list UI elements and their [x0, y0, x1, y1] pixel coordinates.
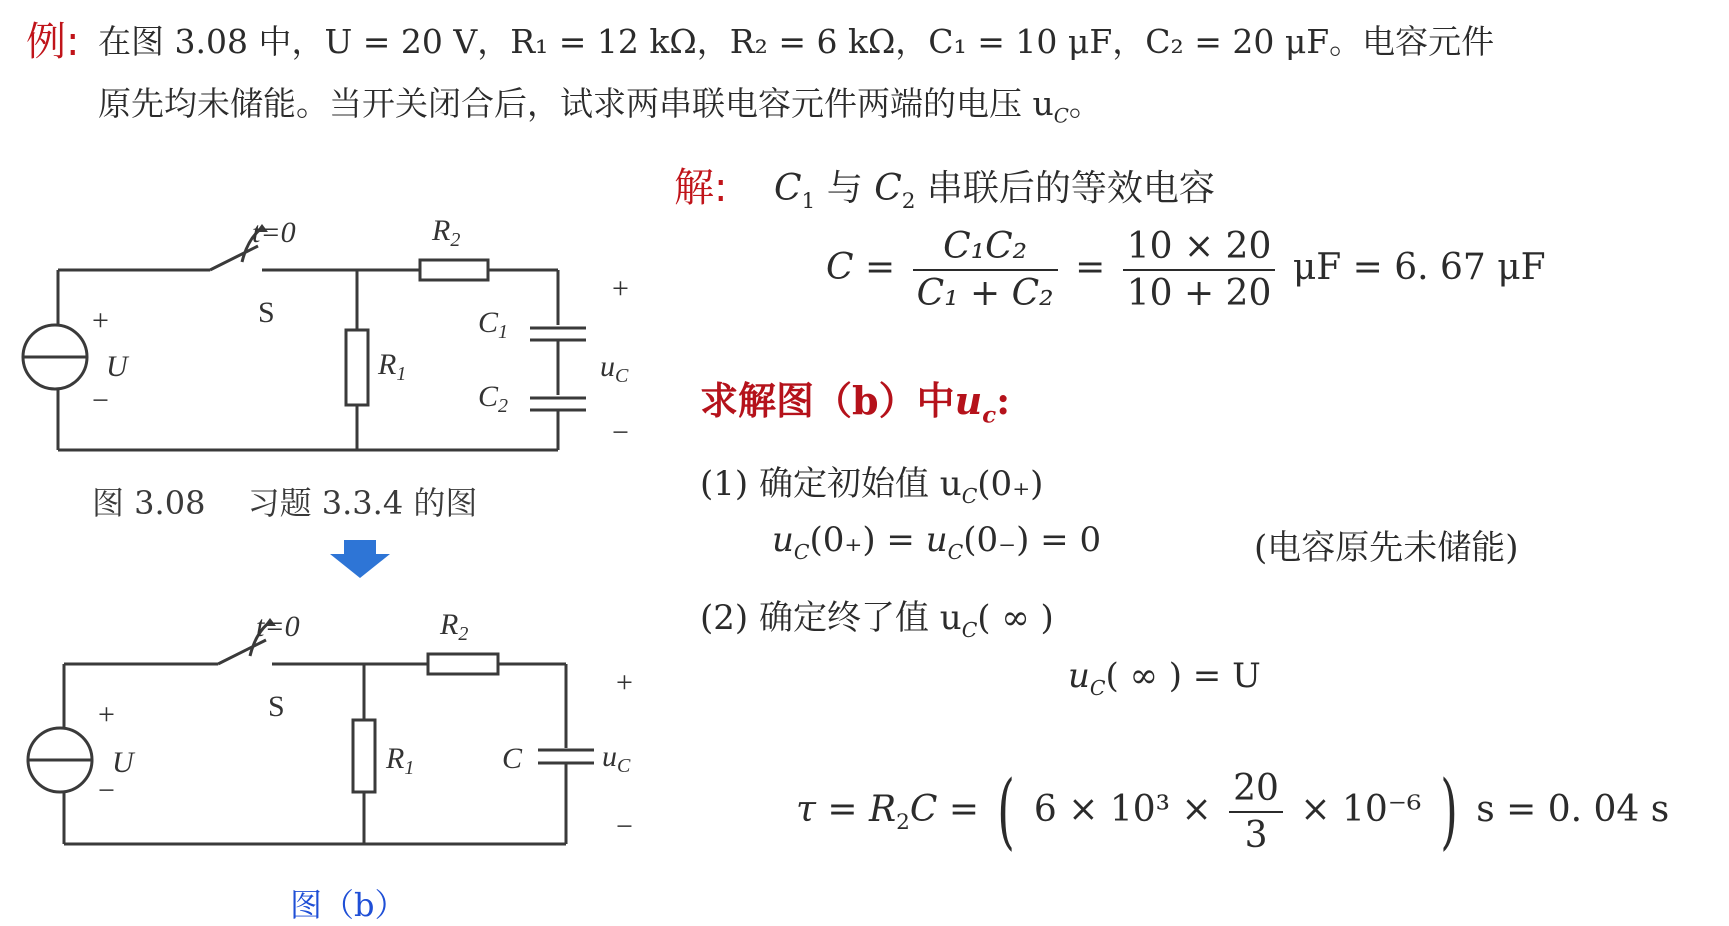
r2-label: $R_2$ [432, 214, 461, 251]
solution-label: 解: [674, 165, 728, 211]
t0-label-b: t=0 [256, 610, 300, 643]
r2-label-b: $R_2$ [440, 608, 469, 645]
c2-label: $C_2$ [478, 380, 509, 417]
step1-note: (电容原先未储能) [1254, 528, 1519, 568]
figure-bottom-caption: 图（b） [290, 886, 407, 924]
problem-line-1: 在图 3.08 中，U = 20 V，R₁ = 12 kΩ，R₂ = 6 kΩ，C₁ = 10 μF，C₂ = 20 μF。电容元件 [98, 22, 1495, 61]
uc-minus: − [612, 416, 629, 449]
r1-label-b: $R_1$ [386, 742, 415, 779]
problem-line-2: 原先均未储能。当开关闭合后，试求两串联电容元件两端的电压 $u_C$。 [98, 84, 1102, 128]
uc-label: $u_C$ [600, 350, 629, 387]
figure-top-caption: 图 3.08 习题 3.3.4 的图 [92, 484, 478, 522]
source-minus-b: − [98, 774, 115, 807]
down-arrow-icon [328, 540, 392, 580]
r1-label: $R_1$ [378, 348, 407, 385]
source-plus-b: + [98, 698, 115, 731]
source-minus: − [92, 384, 109, 417]
c-label-b: C [502, 742, 523, 775]
step2-equation: $u_C$( ∞ ) = U [1068, 656, 1261, 700]
equivalent-capacitance-equation: C = $\frac{\text{C₁C₂}}{\text{C₁ + C₂}}$ = $\frac{10 \times 20}{10 + 20}$ μF = 6. 67 μF [826, 226, 1546, 314]
switch-label-b: S [268, 690, 285, 723]
uc-plus: + [612, 272, 629, 305]
uc-plus-b: + [616, 666, 633, 699]
step1-title: (1) 确定初始值 $u_C(0_+)$ [700, 464, 1044, 508]
t0-label: t=0 [252, 216, 296, 249]
solve-heading: 求解图（b）中$u_c$: [700, 378, 1011, 429]
source-plus: + [92, 304, 109, 337]
step2-title: (2) 确定终了值 $u_C$( ∞ ) [700, 598, 1054, 642]
switch-label: S [258, 296, 275, 329]
c1-label: $C_1$ [478, 306, 509, 343]
uc-minus-b: − [616, 810, 633, 843]
step1-equation: $u_C(0_+) = u_C(0_-) = 0$ [772, 520, 1102, 564]
uc-label-b: $u_C$ [602, 740, 631, 777]
example-label: 例: [26, 19, 80, 65]
source-label: U [106, 350, 128, 383]
solution-intro: $C_1$ 与 $C_2$ 串联后的等效电容 [774, 168, 1215, 215]
circuit-diagram-top [0, 150, 640, 530]
time-constant-equation: $\tau = R_2C$ = ( 6 × 10³ × $\frac{20}{3}$ × 10⁻⁶ ) s = 0. 04 s [796, 764, 1670, 859]
circuit-diagram-bottom [0, 600, 650, 880]
source-label-b: U [112, 746, 134, 779]
